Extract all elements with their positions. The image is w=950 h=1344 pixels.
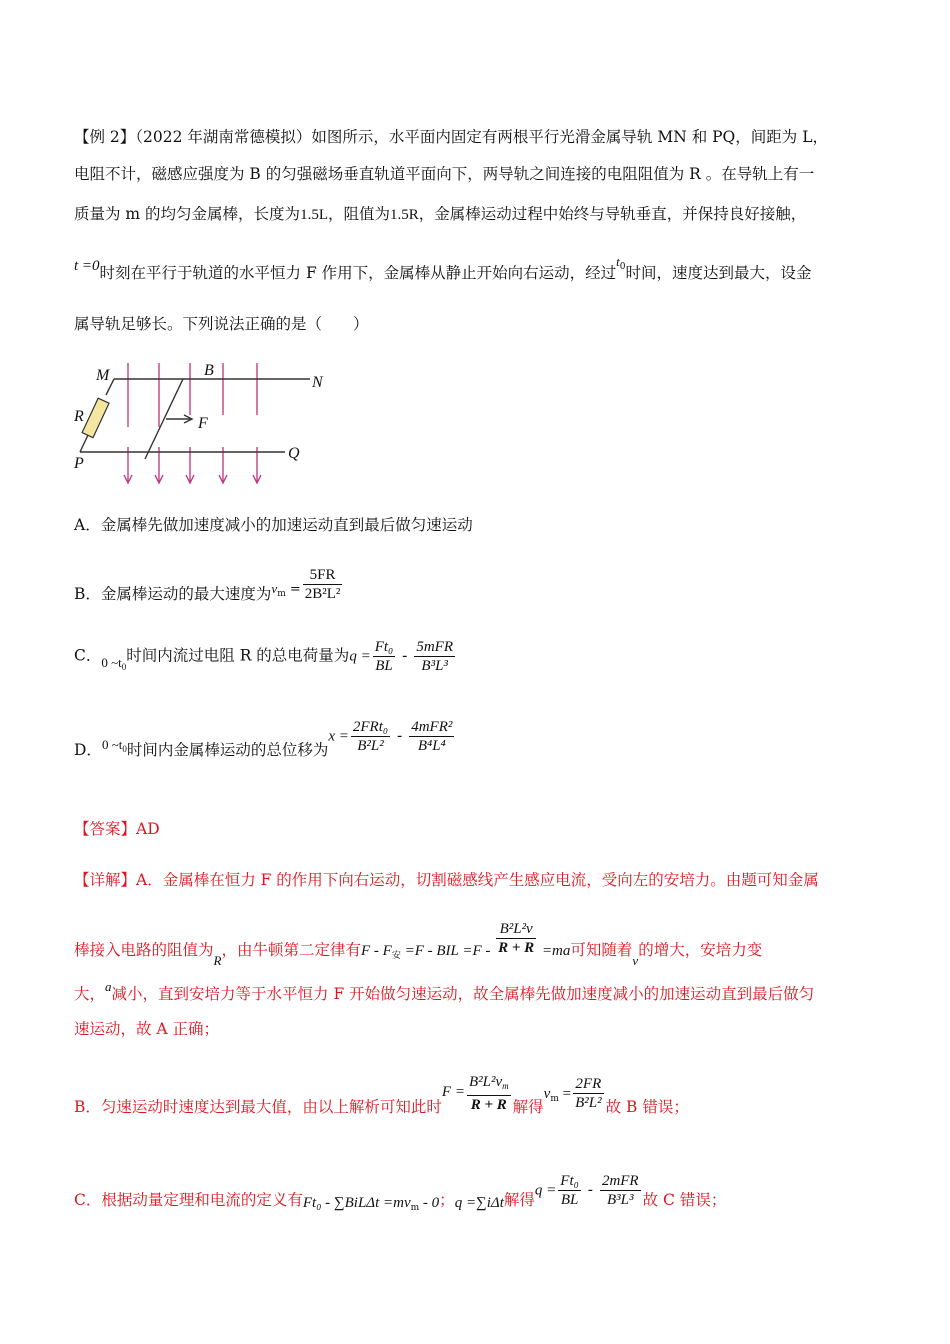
detail-text: 【详解】A．金属棒在恒力 F 的作用下向右运动，切割磁感线产生感应电流，受向左的安培力。由题可知金属 — [74, 871, 819, 889]
math-sub: 0 — [121, 661, 127, 672]
fraction-numerator: 5FR — [303, 566, 343, 585]
question-line-1 — [74, 126, 828, 148]
option-C: C．$_{0 \sim t_0}$时间内流过电阻 R 的总电荷量为q = $\frac{\text{Ft₀}}{BL}$ - $\frac{\text{5mFR}}{\text{B³L³}}$ — [74, 639, 453, 674]
fraction-denominator: B²L² — [357, 738, 384, 754]
answer — [74, 818, 160, 840]
label-M: M — [96, 367, 110, 384]
rails — [80, 379, 310, 459]
fraction-denominator: B⁴L⁴ — [417, 738, 446, 754]
label-P: P — [74, 455, 84, 472]
fraction — [303, 566, 343, 603]
question-line-2 — [74, 163, 814, 185]
math-lhs: x = — [328, 728, 349, 745]
option-A — [74, 514, 473, 536]
question-text: 时刻在平行于轨道的水平恒力 F 作用下，金属棒从静止开始向右运动，经过 — [99, 264, 617, 282]
detail-text: 棒接入电路的阻值为 — [74, 940, 214, 959]
math-var: v — [271, 580, 278, 596]
answer-text: 【答案】AD — [74, 820, 160, 838]
fraction-numerator: Ft₀ — [560, 1173, 579, 1189]
detail-text: 大， — [74, 985, 106, 1003]
option-text: 时间内金属棒运动的总位移为 — [126, 740, 329, 759]
label-N: N — [312, 374, 323, 391]
question-text: ，阻值为 — [327, 205, 390, 223]
label-R: R — [74, 408, 84, 425]
question-line-3 — [74, 203, 806, 226]
option-B: B．金属棒运动的最大速度为$_{v_m =}$ $\frac{5FR}{\text{2B²L²}}$ — [74, 567, 341, 603]
detail-line-2 — [74, 920, 763, 968]
fraction-denominator: 2B²L² — [304, 586, 341, 602]
math-t: t — [616, 254, 620, 269]
math-sub: m — [277, 588, 286, 599]
option-text: 时间内流过电阻 R 的总电荷量为 — [126, 646, 350, 665]
math-sub: m — [410, 1202, 420, 1213]
question-line-4 — [74, 254, 812, 290]
math-expr: - 0 — [419, 1194, 440, 1211]
math-expr: =F - BIL =F - — [400, 942, 495, 959]
detail-text: 故 C 错误； — [642, 1190, 727, 1209]
math-sub: m — [550, 1093, 559, 1104]
math-range: 0 ~t — [101, 736, 123, 752]
detail-text: C．根据动量定理和电流的定义有 — [74, 1190, 303, 1209]
math-length: 1.5L — [300, 207, 328, 223]
fraction — [351, 718, 390, 755]
math-var: v — [632, 952, 639, 968]
fraction — [409, 718, 454, 755]
fraction-numerator: Ft₀ — [374, 639, 394, 655]
detail-text: 速运动，故 A 正确； — [74, 1020, 220, 1038]
question-text: 电阻不计，磁感应强度为 B 的匀强磁场垂直轨道平面向下，两导轨之间连接的电阻阻值为 R 。在导轨上有一 — [74, 165, 815, 183]
math-var: v — [543, 1085, 551, 1102]
fraction — [467, 1073, 511, 1114]
fraction-denominator: BL — [375, 658, 393, 674]
option-text: B．金属棒运动的最大速度为 — [74, 584, 272, 603]
fraction — [600, 1172, 641, 1209]
math-range: 0 ~t — [101, 654, 122, 670]
fraction-denominator: R + R — [470, 1097, 507, 1113]
option-D: D．$_{0 \sim t_0}$时间内金属棒运动的总位移为x = $\frac{\text{2FRt₀}}{\text{B²L²}}$ - $\frac{\text{4mFR²}}{\text{B⁴L⁴}}$ — [74, 719, 453, 759]
detail-text: 故 B 错误； — [605, 1097, 689, 1116]
fraction-denominator: R + R — [498, 940, 535, 956]
label-Q: Q — [288, 445, 300, 462]
detail-text: 解得 — [503, 1190, 535, 1209]
field-lines — [124, 363, 261, 483]
math-sub: 安 — [391, 950, 401, 961]
math-expr: =ma — [538, 942, 571, 959]
fraction-numerator: 5mFR — [416, 639, 453, 655]
math-expr: F - F — [360, 942, 392, 959]
label-F: F — [198, 415, 208, 432]
detail-line-4 — [74, 1018, 219, 1040]
fraction-denominator: B³L³ — [421, 658, 448, 674]
question-text: 时间，速度达到最大，设金 — [625, 264, 812, 282]
fraction-numerator: 4mFR² — [411, 719, 453, 735]
fraction-numerator: 2FRt₀ — [352, 719, 389, 735]
option-label: C． — [74, 646, 102, 665]
detail-text: ，由牛顿第二定律有 — [221, 940, 361, 959]
option-label: D． — [74, 740, 102, 759]
math-expr: Ft₀ - ∑BiLΔt =mv — [302, 1194, 411, 1211]
math-lhs: q = — [349, 648, 371, 665]
math-sub: 0 — [619, 262, 626, 272]
fraction-numerator: B²L²v — [496, 920, 536, 939]
label-B: B — [204, 362, 214, 379]
detail-text: 可知随着 — [570, 940, 633, 959]
detail-line-3 — [74, 979, 815, 1006]
fraction — [496, 920, 536, 957]
fraction — [414, 638, 455, 675]
fraction-denominator: B³L³ — [607, 1192, 634, 1208]
fraction-numerator: B²L²v — [468, 1074, 503, 1090]
detail-line-C: C．根据动量定理和电流的定义有$Ft_0 - \sum BiL\Delta t =mv_m - 0$；q =∑iΔt解得q = $\frac{\text{Ft₀}}{BL}$ - $\frac{\text{2mFR}}{\text{B³L³}}$ 故 C 错误； — [74, 1173, 727, 1213]
math-var: R — [213, 952, 222, 968]
fraction — [573, 1075, 604, 1112]
detail-line-1 — [74, 869, 819, 891]
resistor — [82, 398, 109, 438]
detail-text: ； — [439, 1190, 455, 1209]
rail-diagram — [70, 355, 340, 495]
fraction — [558, 1172, 581, 1209]
question-text: ，金属棒运动过程中始终与导轨垂直，并保持良好接触， — [418, 205, 807, 223]
math-expr: = — [558, 1085, 572, 1102]
question-text: 属导轨足够长。下列说法正确的是（ ） — [74, 315, 369, 333]
math-lhs: q = — [534, 1182, 557, 1199]
math-t0: t =0 — [74, 258, 100, 274]
math-expr: q =∑iΔt — [454, 1194, 504, 1211]
math-resistance: 1.5R — [390, 207, 419, 223]
question-text: 【例 2】（2022 年湖南常德模拟）如图所示，水平面内固定有两根平行光滑金属导轨 MN 和 PQ，间距为 L， — [74, 128, 828, 146]
fraction-numerator: 2FR — [573, 1075, 604, 1094]
detail-text: 解得 — [512, 1097, 544, 1116]
fraction-denominator: BL — [560, 1192, 579, 1208]
math-sub: m — [502, 1081, 509, 1091]
detail-text: 减小，直到安培力等于水平恒力 F 开始做匀速运动，故全属棒先做加速度减小的加速运动直到最后做匀 — [111, 985, 815, 1003]
detail-text: B．匀速运动时速度达到最大值，由以上解析可知此时 — [74, 1097, 442, 1116]
question-text: 质量为 m 的均匀金属棒，长度为 — [74, 205, 301, 223]
math-sub: 0 — [122, 743, 127, 754]
fraction — [373, 638, 396, 675]
math-var: a — [105, 979, 112, 994]
detail-line-B — [74, 1073, 689, 1114]
fraction-numerator: 2mFR — [601, 1173, 639, 1189]
math-expr: F = — [441, 1083, 465, 1100]
option-text: A．金属棒先做加速度减小的加速运动直到最后做匀速运动 — [74, 516, 473, 534]
fraction-denominator: B²L² — [575, 1095, 602, 1111]
question-line-5 — [74, 313, 369, 335]
detail-text: 的增大，安培力变 — [638, 940, 763, 959]
